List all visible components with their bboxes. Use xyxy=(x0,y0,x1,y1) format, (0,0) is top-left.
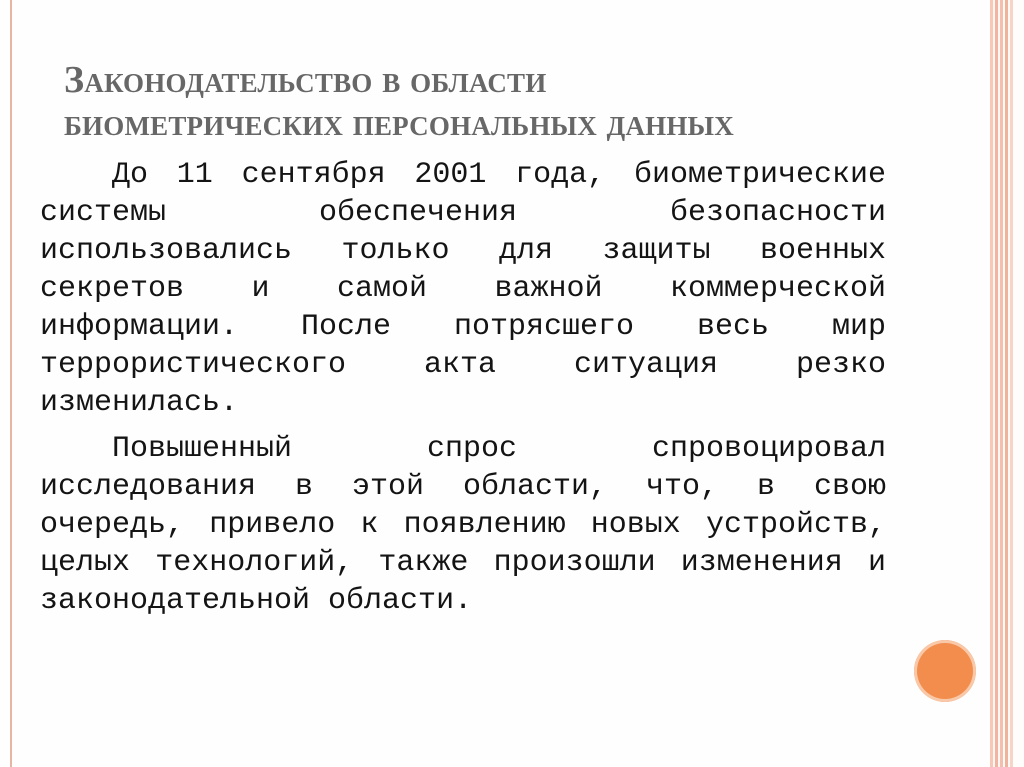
body-paragraph-2: Повышенный спрос спровоцировал исследования в этой области, что, в свою очередь, привело к появлению новых устройств, целых технологий, также произошли изменения и законодательной области. xyxy=(40,432,886,618)
decorative-stripe xyxy=(1013,0,1024,767)
orange-circle-decoration xyxy=(914,640,976,702)
title-line-1: Законодательство в области xyxy=(64,59,547,102)
slide-body xyxy=(40,156,886,620)
title-line-2: биометрических персональных данных xyxy=(64,102,734,145)
decorative-stripe xyxy=(1008,0,1010,767)
body-paragraph-1: До 11 сентября 2001 года, биометрические системы обеспечения безопасности использовались только для защиты военных секретов и самой важной коммерческой информации. После потрясшего весь мир террористического акта ситуация резко изменилась. xyxy=(40,158,886,420)
decorative-stripe xyxy=(1010,0,1013,767)
decorative-stripe xyxy=(1005,0,1008,767)
slide-title xyxy=(64,59,924,145)
